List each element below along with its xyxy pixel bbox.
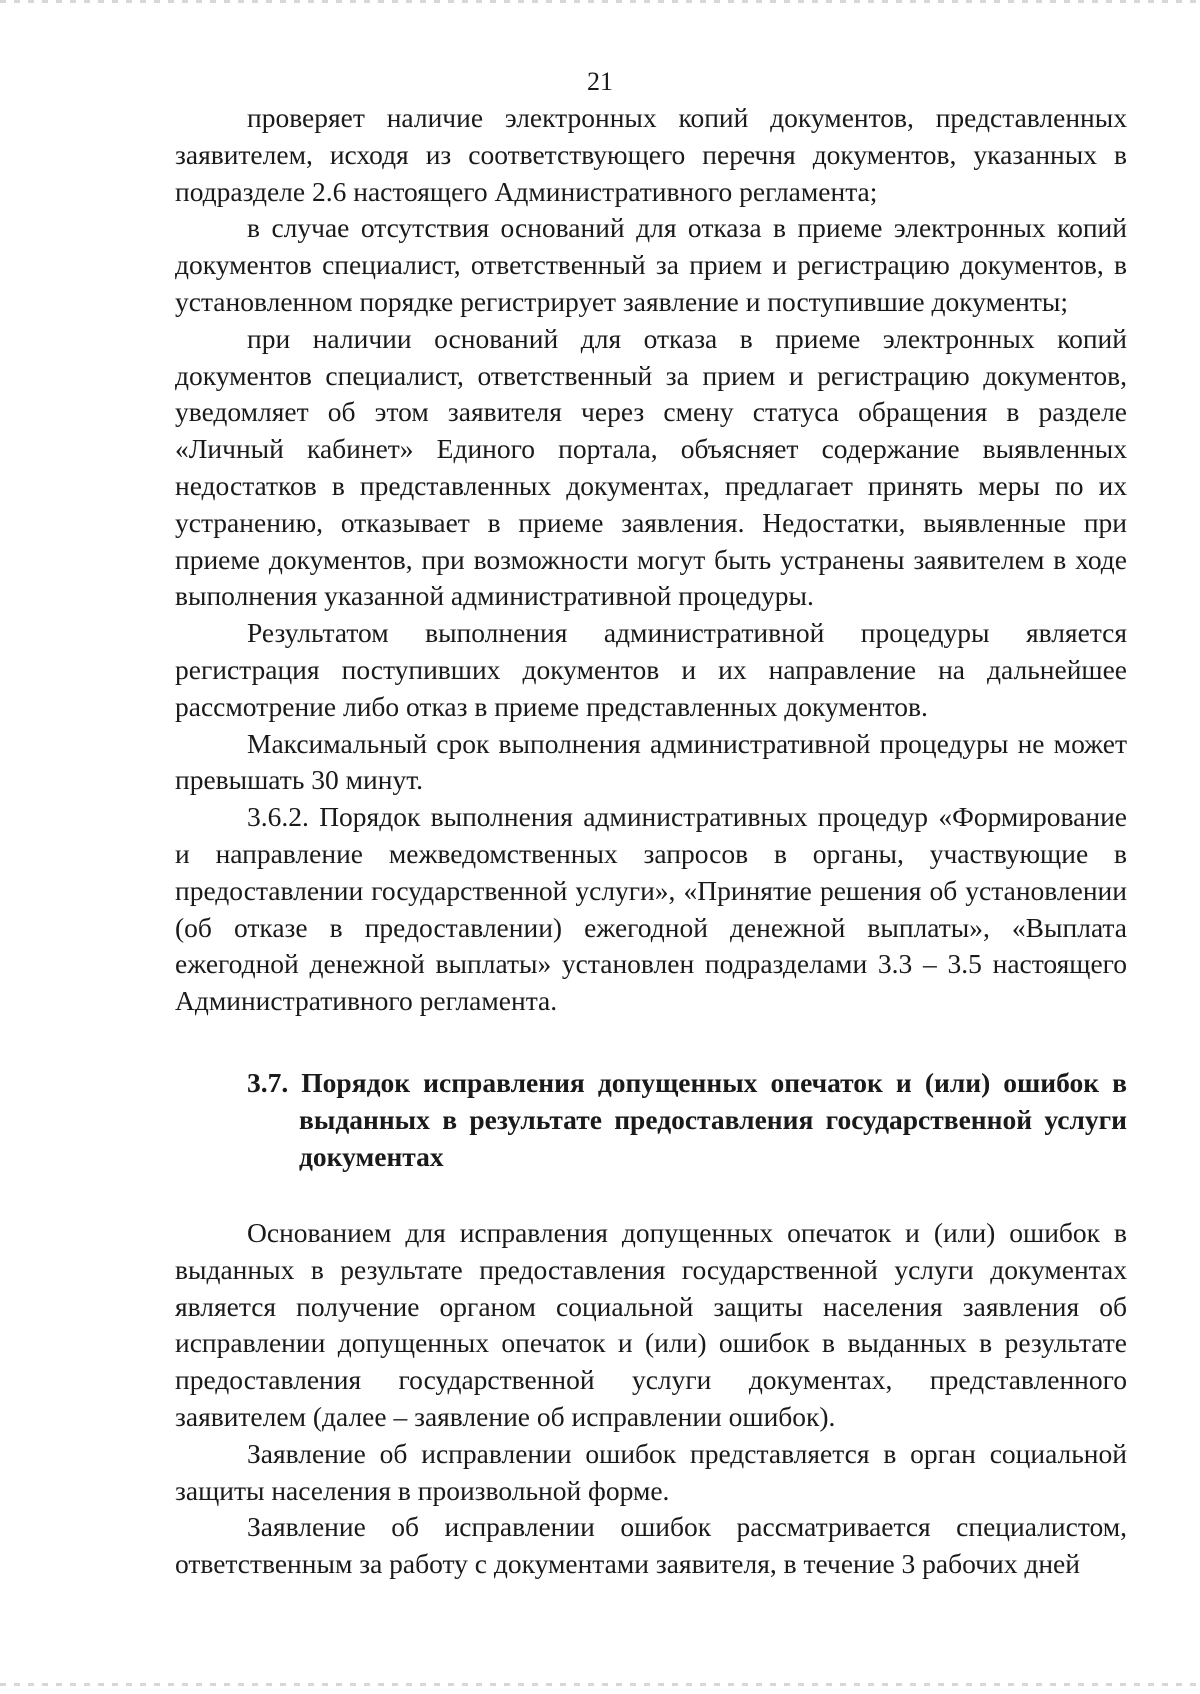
- scan-edge-top: [0, 0, 1200, 3]
- paragraph-result: Результатом выполнения административной процедуры является регистрация поступивших документов и их направление на дальнейшее рассмотрение либо отказ в приеме представленных документов.: [175, 617, 1127, 722]
- document-body: [175, 100, 1127, 1583]
- paragraph-3-6-2: 3.6.2. Порядок выполнения административных процедур «Формирование и направление межведомственных запросов в органы, участвующие в предоставлении государственной услуги», «Принятие решения об установлении (об отказе в предоставлении) ежегодной денежной выплаты», «Выплата ежегодной денежной выплаты» установлен подразделами 3.3 – 3.5 настоящего Административного регламента.: [175, 801, 1127, 1017]
- paragraph-check-copies: проверяет наличие электронных копий документов, представленных заявителем, исходя из соответствующего перечня документов, указанных в подразделе 2.6 настоящего Административного регламента;: [175, 102, 1127, 207]
- section-title: Порядок исправления допущенных опечаток и (или) ошибок в выданных в результате предоставления государственной услуги документах: [299, 1066, 1127, 1172]
- paragraph-grounds-refusal: при наличии оснований для отказа в приеме электронных копий документов специалист, ответственный за прием и регистрацию документов, уведомляет об этом заявителя через смену статуса обращения в разделе «Личный кабинет» Единого портала, объясняет содержание выявленных недостатков в представленных документах, предлагает принять меры по их устранению, отказывает в приеме заявления. Недостатки, выявленные при приеме документов, при возможности могут быть устранены заявителем в ходе выполнения указанной административной процедуры.: [175, 322, 1127, 612]
- scan-edge-bottom: [0, 1683, 1200, 1686]
- section-heading-3-7: [247, 1064, 1127, 1175]
- paragraph-basis: Основанием для исправления допущенных опечаток и (или) ошибок в выданных в результате предоставления государственной услуги документах является получение органом социальной защиты населения заявления об исправлении допущенных опечаток и (или) ошибок в выданных в результате предоставления государственной услуги документах, представленного заявителем (далее – заявление об исправлении ошибок).: [175, 1216, 1127, 1432]
- section-number: 3.7.: [247, 1066, 289, 1098]
- paragraph-max-time: Максимальный срок выполнения административной процедуры не может превышать 30 минут.: [175, 727, 1127, 796]
- paragraph-free-form: Заявление об исправлении ошибок представляется в орган социальной защиты населения в произвольной форме.: [175, 1437, 1127, 1506]
- paragraph-no-grounds: в случае отсутствия оснований для отказа в приеме электронных копий документов специалист, ответственный за прием и регистрацию документов, в установленном порядке регистрирует заявление и поступившие документы;: [175, 212, 1127, 317]
- page-number: 21: [587, 67, 613, 96]
- paragraph-review: Заявление об исправлении ошибок рассматривается специалистом, ответственным за работу с документами заявителя, в течение 3 рабочих дней: [175, 1511, 1127, 1580]
